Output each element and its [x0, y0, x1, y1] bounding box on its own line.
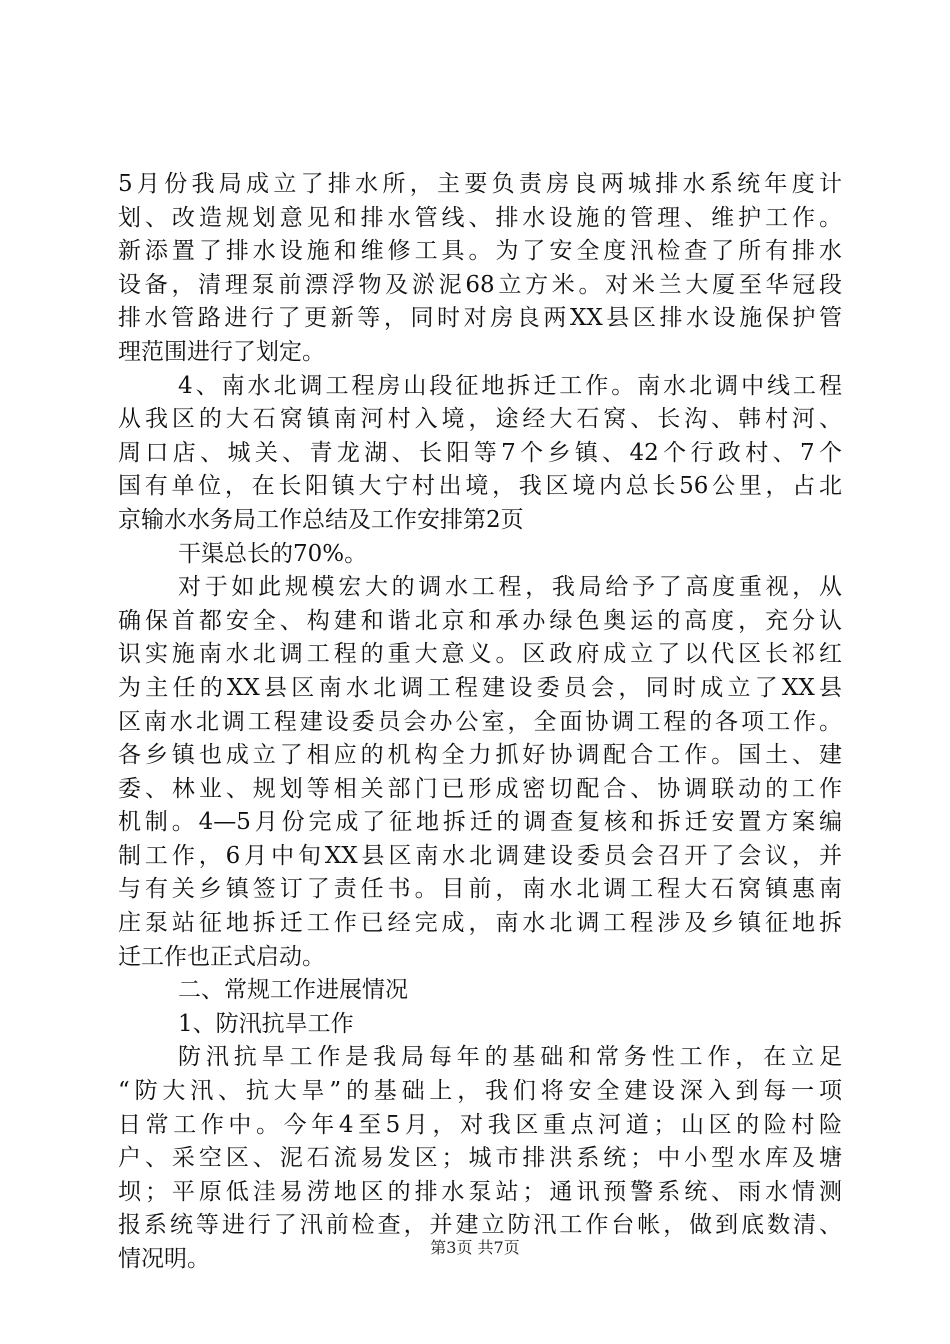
- text-line: 庄泵站征地拆迁工作已经完成，南水北调工程涉及乡镇征地拆: [118, 910, 842, 937]
- subsection-heading: 1、防汛抗旱工作: [178, 1010, 354, 1037]
- text-line: 与有关乡镇签订了责任书。目前，南水北调工程大石窝镇惠南: [118, 876, 842, 903]
- text-line: 周口店、城关、青龙湖、长阳等7个乡镇、42个行政村、7个: [118, 439, 842, 466]
- text-line: 对于如此规模宏大的调水工程，我局给予了高度重视，从: [178, 574, 842, 601]
- text-line: 5月份我局成立了排水所，主要负责房良两城排水系统年度计: [118, 171, 842, 197]
- text-line: 从我区的大石窝镇南河村入境，途经大石窝、长沟、韩村河、: [118, 406, 842, 433]
- text-line: 委、林业、规划等相关部门已形成密切配合、协调联动的工作: [118, 775, 842, 802]
- text-line: 识实施南水北调工程的重大意义。区政府成立了以代区长祁红: [118, 641, 842, 668]
- text-line: 排水管路进行了更新等，同时对房良两XX县区排水设施保护管: [118, 305, 842, 332]
- text-line: 情况明。: [118, 1246, 210, 1272]
- text-line: 户、采空区、泥石流易发区；城市排洪系统；中小型水库及塘: [118, 1145, 842, 1172]
- text-line: 理范围进行了划定。: [118, 338, 325, 365]
- text-line: 区南水北调工程建设委员会办公室，全面协调工程的各项工作。: [118, 708, 842, 735]
- text-line: 新添置了排水设施和维修工具。为了安全度汛检查了所有排水: [118, 238, 842, 265]
- text-line: 国有单位，在长阳镇大宁村出境，我区境内总长56公里，占北: [118, 473, 842, 500]
- section-heading: 二、常规工作进展情况: [178, 977, 408, 1004]
- text-line: 干渠总长的70%。: [178, 540, 368, 567]
- text-line: 防汛抗旱工作是我局每年的基础和常务性工作，在立足: [178, 1044, 842, 1071]
- text-line: 坝；平原低洼易涝地区的排水泵站；通讯预警系统、雨水情测: [118, 1178, 842, 1205]
- text-line: 划、改造规划意见和排水管线、排水设施的管理、维护工作。: [118, 204, 842, 231]
- text-line: 为主任的XX县区南水北调工程建设委员会，同时成立了XX县: [118, 674, 842, 701]
- text-line: 设备，清理泵前漂浮物及淤泥68立方米。对米兰大厦至华冠段: [118, 271, 842, 298]
- page-footer: [0, 1238, 950, 1258]
- text-line: 4、南水北调工程房山段征地拆迁工作。南水北调中线工程: [178, 372, 842, 399]
- text-line: 报系统等进行了汛前检查，并建立防汛工作台帐，做到底数清、: [118, 1212, 842, 1239]
- text-line: 机制。4—5月份完成了征地拆迁的调查复核和拆迁安置方案编: [118, 809, 842, 836]
- text-line: 迁工作也正式启动。: [118, 943, 325, 970]
- text-line: “防大汛、抗大旱”的基础上，我们将安全建设深入到每一项: [118, 1078, 842, 1105]
- text-line: 京输水水务局工作总结及工作安排第2页: [118, 506, 524, 533]
- page-number: 第3页 共7页: [430, 1238, 520, 1257]
- text-line: 制工作，6月中旬XX县区南水北调建设委员会召开了会议，并: [118, 842, 842, 869]
- text-line: 各乡镇也成立了相应的机构全力抓好协调配合工作。国土、建: [118, 742, 842, 769]
- document-body: [118, 168, 842, 1277]
- text-line: 确保首都安全、构建和谐北京和承办绿色奥运的高度，充分认: [118, 607, 842, 634]
- text-line: 日常工作中。今年4至5月，对我区重点河道；山区的险村险: [118, 1111, 842, 1138]
